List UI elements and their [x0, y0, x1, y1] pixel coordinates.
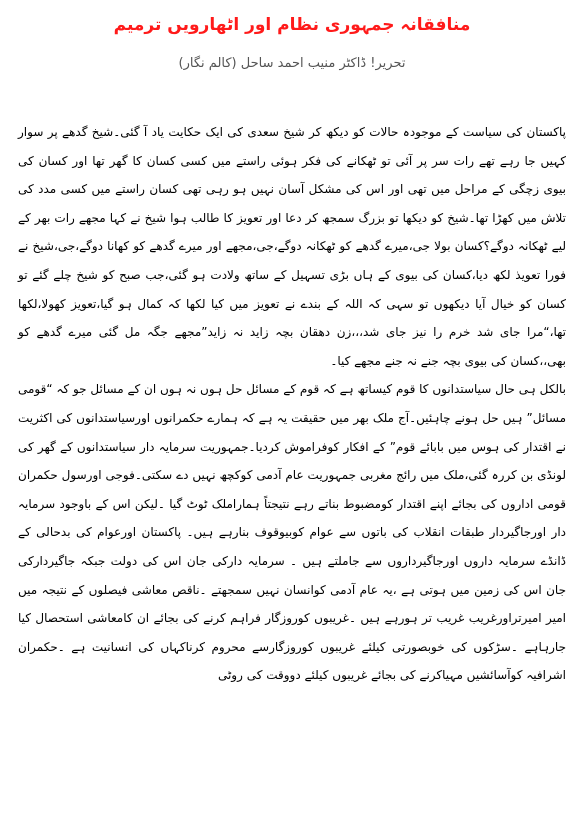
paragraph: پاکستان کی سیاست کے موجودہ حالات کو دیکھ کر شیخ سعدی کی ایک حکایت یاد آ گئی۔شیخ گدھے پر سوار کہیں جا رہے تھے رات سر پر آئی تو ٹھکانے کی فکر ہوئی راستے میں کسی کسان کا گھر تھا اور کسان کی بیوی زچگی کے مراحل میں تھی اور اس کی مشکل آسان نہیں ہو رہی تھی کسان راستے میں کسی مدد کی تلاش میں کھڑا تھا۔شیخ کو دیکھا تو بزرگ سمجھ کر دعا اور تعویز کا طالب ہوا شیخ نے کہا مجھے رات بھر کے لیے ٹھکانہ دوگے؟کسان بولا جی،میرے گدھے کو ٹھکانہ دوگے،جی،مجھے اور میرے گدھے کو کھانا دوگے،جی،شیخ نے فورا تعویذ لکھ دیا،کسان کی بیوی کے ہاں بڑی تسہیل کے ساتھ ولادت ہو گئی،جب صبح کو شیخ چلے گئے تو کسان کو خیال آیا دیکھوں تو سہی کہ اللہ کے بندے نے تعویز میں کیا لکھا کہ کمال ہو گیا،تعویز کھولا،لکھا تھا،“مرا جای شد خرم را نیز جای شد،،،زن دھقان بچہ زاید نہ زاید”مجھے جگہ مل گئی میرے گدھے کو بھی،،کسان کی بیوی بچہ جنے نہ جنے مجھے کیا۔ [18, 125, 566, 368]
article-body [18, 118, 566, 690]
article-byline: تحریر! ڈاکٹر منیب احمد ساحل (کالم نگار) [178, 56, 406, 71]
paragraph: بالکل ہی حال سیاستدانوں کا قوم کیساتھ ہے کہ قوم کے مسائل حل ہوں نہ ہوں ان کے مسائل جو کہ “قومی مسائل” ہیں حل ہونے چاہئیں۔آج ملک بھر میں حقیقت یہ ہے کہ ہمارے حکمرانوں اورسیاستدانوں کی اکثریت نے اقتدار کی ہوس میں بابائے قوم” کے افکار کوفراموش کردیا۔جمہوریت سرمایہ دار سیاستدانوں کے گھر کی لونڈی بن کررہ گئی،ملک میں رائج مغربی جمہوریت عام آدمی کوکچھ نہیں دے سکتی۔فوجی اورسول حکمران قومی اداروں کی بجائے اپنے اقتدار کومضبوط بناتے رہے نتیجتاً ہماراملک ٹوٹ گیا ۔لیکن اس کے باوجود سرمایہ دار اورجاگیردار طبقات انقلاب کی باتوں سے عوام کوبیوقوف بنارہے ہیں۔ پاکستان اورعوام کی بدحالی کے ڈانڈے سرمایہ داروں اورجاگیرداروں سے جاملتے ہیں ۔ سرمایہ دارکی جان اس کی دولت جبکہ جاگیردارکی جان اس کی زمین میں ہوتی ہے ،یہ عام آدمی کوانسان نہیں سمجھتے ۔ناقص معاشی فیصلوں کے نتیجہ میں امیر امیرتراورغریب غریب تر ہورہے ہیں ۔غریبوں کوروزگار فراہم کرنے کی بجائے ان کامعاشی استحصال کیا جارہاہے ۔سڑکوں کی خوبصورتی کیلئے غریبوں کوروزگارسے محروم کرناکہاں کی انسانیت ہے ۔حکمران اشرافیہ کوآسائشیں مہیاکرنے کی بجائے غریبوں کیلئے دووقت کی روٹی [18, 382, 566, 683]
article-title: منافقانہ جمہوری نظام اور اٹھارویں ترمیم [113, 15, 471, 35]
